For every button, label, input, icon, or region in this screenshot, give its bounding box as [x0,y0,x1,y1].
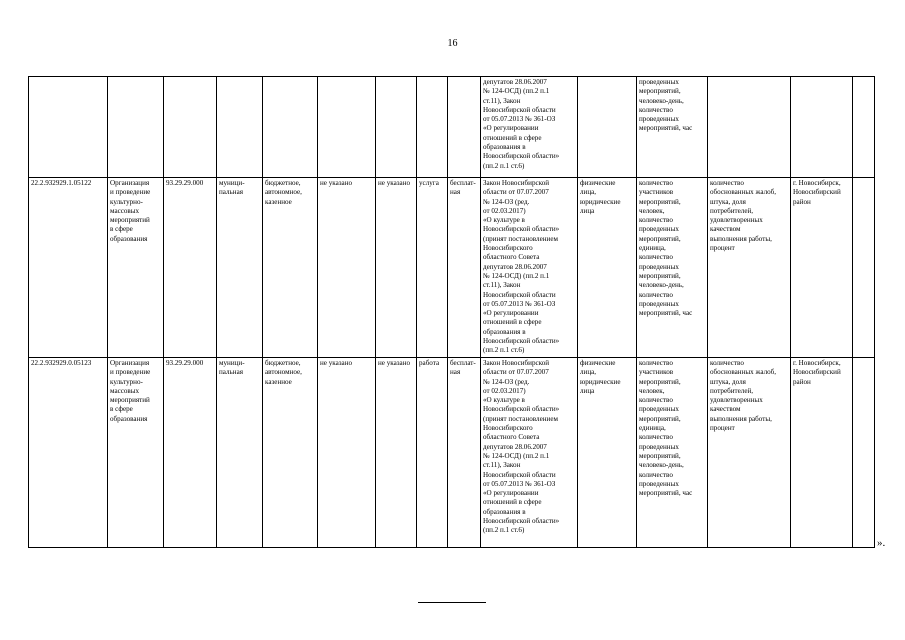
cell-territory: г. Новосибирск, Новосибирский район [791,178,853,358]
cell-extra [853,77,875,178]
cell-quality-indicators: количество обоснованных жалоб, штука, доля потребителей, удовлетворенных качеством выполнения работы, процент [708,358,791,548]
cell-ownership [217,77,263,178]
cell-name [108,77,164,178]
cell-col7: не указано [376,178,417,358]
cell-volume-indicators: проведенных мероприятий, человеко-день, количество проведенных мероприятий, час [637,77,708,178]
cell-quality-indicators [708,77,791,178]
page-number: 16 [447,38,458,49]
cell-name: Организация и проведение культурно- массовых мероприятий в сфере образования [108,178,164,358]
cell-col6: не указано [318,178,376,358]
cell-consumers: физические лица, юридические лица [578,358,637,548]
cell-paid: бесплат- ная [448,178,481,358]
cell-legal-basis: депутатов 28.06.2007 № 124-ОСД) (пп.2 п.1 ст.11), Закон Новосибирской области от 05.07.2013 № 361-ОЗ «О регулировании отношений в сфере образования в Новосибирской области» (пп.2 п.1 ст.6) [481,77,578,178]
cell-volume-indicators: количество участников мероприятий, человек, количество проведенных мероприятий, единица, количество проведенных мероприятий, человеко-день, количество проведенных мероприятий, час [637,178,708,358]
cell-okved [164,77,217,178]
cell-institution-types [263,77,318,178]
cell-territory: г. Новосибирск, Новосибирский район [791,358,853,548]
cell-institution-types: бюджетное, автономное, казенное [263,178,318,358]
table-row [29,358,875,548]
cell-legal-basis: Закон Новосибирской области от 07.07.2007 № 124-ОЗ (ред. от 02.03.2017) «О культуре в Новосибирской области» (принят постановлением Новосибирского областного Совета депутатов 28.06.2007 № 124-ОСД) (пп.2 п.1 ст.11), Закон Новосибирской области от 05.07.2013 № 361-ОЗ «О регулировании отношений в сфере образования в Новосибирской области» (пп.2 п.1 ст.6) [481,358,578,548]
cell-okved: 93.29.29.000 [164,358,217,548]
cell-quality-indicators: количество обоснованных жалоб, штука, доля потребителей, удовлетворенных качеством выполнения работы, процент [708,178,791,358]
closing-quote: ». [877,537,886,549]
registry-table [28,76,875,548]
cell-consumers [578,77,637,178]
cell-territory [791,77,853,178]
cell-institution-types: бюджетное, автономное, казенное [263,358,318,548]
cell-code [29,77,108,178]
cell-col6 [318,77,376,178]
cell-volume-indicators: количество участников мероприятий, человек, количество проведенных мероприятий, единица, количество проведенных мероприятий, человеко-день, количество проведенных мероприятий, час [637,358,708,548]
cell-extra [853,358,875,548]
cell-col7 [376,77,417,178]
cell-col7: не указано [376,358,417,548]
cell-name: Организация и проведение культурно- массовых мероприятий в сфере образования [108,358,164,548]
cell-ownership: муници- пальная [217,178,263,358]
cell-legal-basis: Закон Новосибирской области от 07.07.2007 № 124-ОЗ (ред. от 02.03.2017) «О культуре в Новосибирской области» (принят постановлением Новосибирского областного Совета депутатов 28.06.2007 № 124-ОСД) (пп.2 п.1 ст.11), Закон Новосибирской области от 05.07.2013 № 361-ОЗ «О регулировании отношений в сфере образования в Новосибирской области» (пп.2 п.1 ст.6) [481,178,578,358]
cell-ownership: муници- пальная [217,358,263,548]
cell-code: 22.2.932929.1.05122 [29,178,108,358]
cell-okved: 93.29.29.000 [164,178,217,358]
cell-consumers: физические лица, юридические лица [578,178,637,358]
cell-kind: услуга [417,178,448,358]
cell-paid [448,77,481,178]
cell-kind [417,77,448,178]
cell-col6: не указано [318,358,376,548]
table-row [29,77,875,178]
cell-code: 22.2.932929.0.05123 [29,358,108,548]
cell-paid: бесплат- ная [448,358,481,548]
cell-extra [853,178,875,358]
footnote-separator [418,602,486,603]
cell-kind: работа [417,358,448,548]
table-row [29,178,875,358]
